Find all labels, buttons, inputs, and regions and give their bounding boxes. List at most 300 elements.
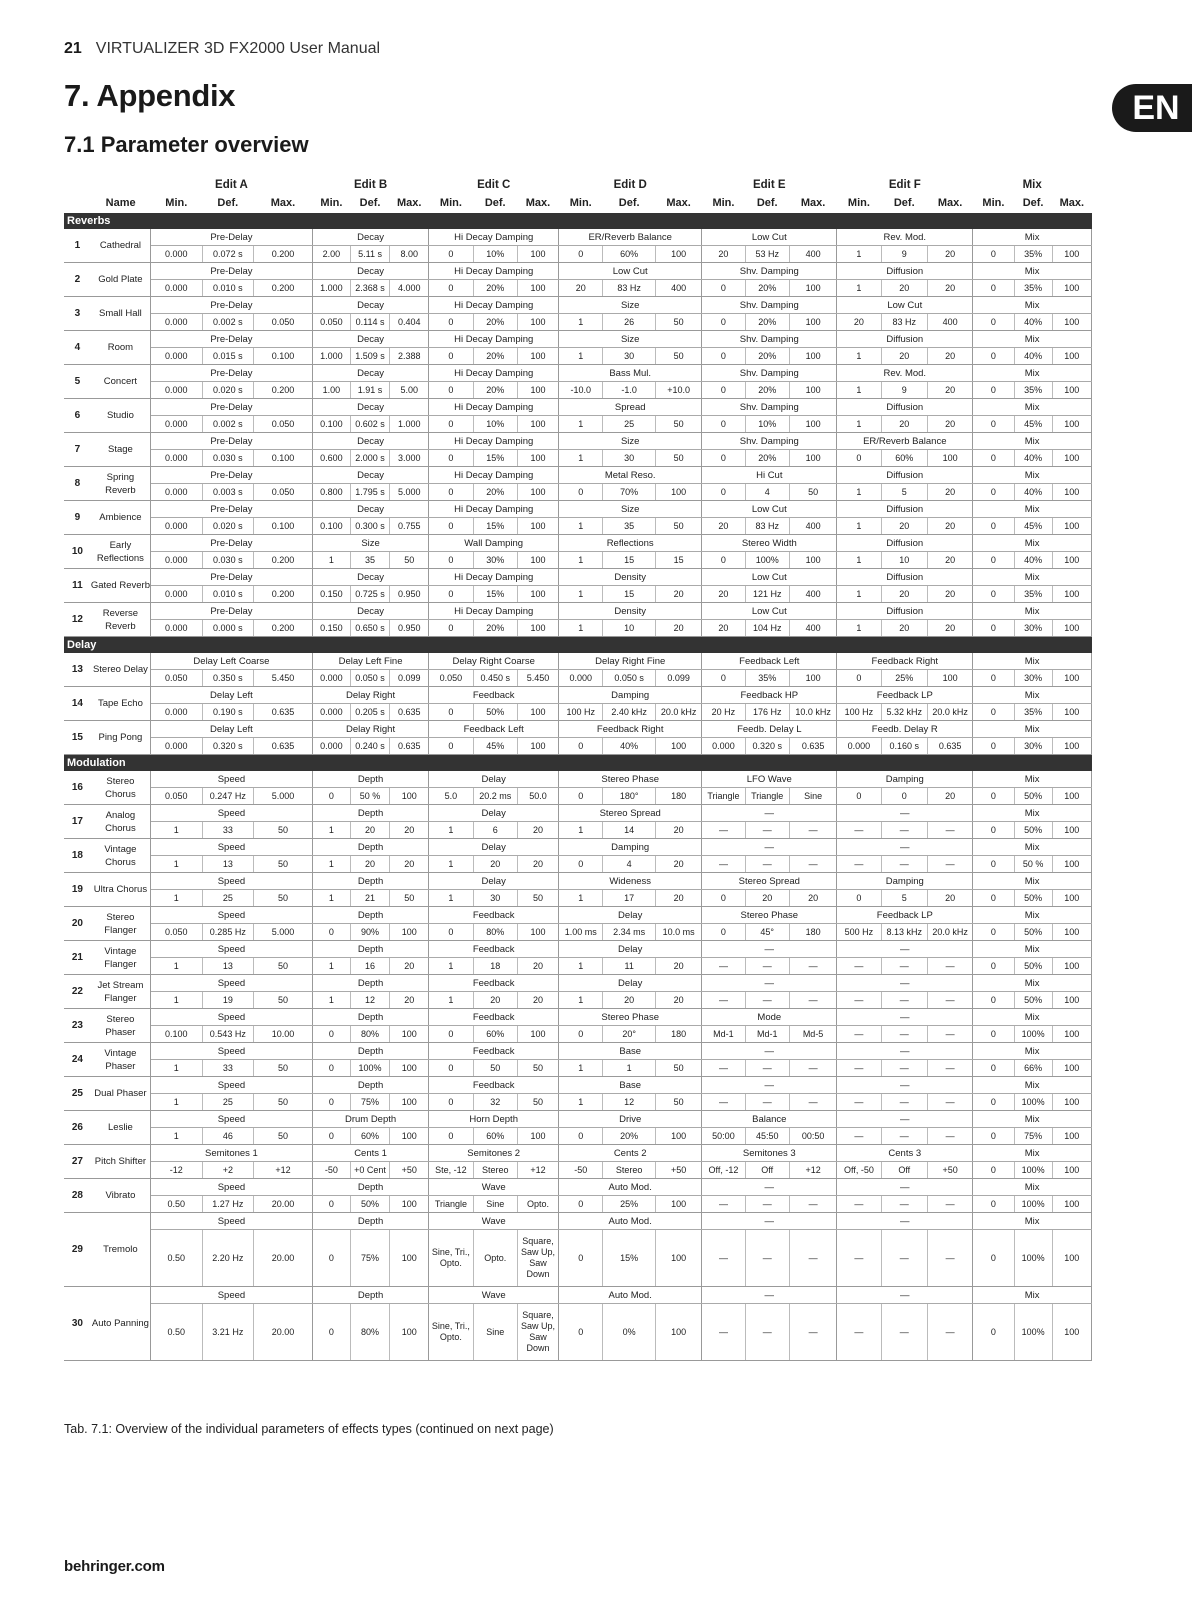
parameter-value: 0.150: [312, 586, 350, 603]
parameter-value: —: [837, 1196, 881, 1213]
parameter-value: 100: [517, 552, 558, 569]
parameter-label: Spread: [559, 399, 702, 416]
parameter-value: 14: [603, 822, 656, 839]
parameter-value: 121 Hz: [745, 586, 789, 603]
parameter-label: Delay Left Coarse: [151, 653, 313, 670]
parameter-label: Depth: [312, 941, 428, 958]
table-row-values: [64, 246, 1092, 263]
parameter-label: Decay: [312, 399, 428, 416]
parameter-value: 5.0: [429, 788, 473, 805]
parameter-value: 0.000: [151, 246, 203, 263]
parameter-label: Delay Left: [151, 687, 313, 704]
parameter-label: Delay Left Fine: [312, 653, 428, 670]
parameter-value: 0.010 s: [202, 280, 254, 297]
parameter-value: —: [745, 1060, 789, 1077]
parameter-label: Decay: [312, 569, 428, 586]
parameter-value: 50: [655, 450, 701, 467]
parameter-value: +0 Cent: [350, 1162, 389, 1179]
effect-number: 16: [64, 771, 91, 805]
parameter-label: Low Cut: [702, 229, 837, 246]
parameter-label: Mix: [973, 771, 1092, 788]
parameter-value: 30: [473, 890, 517, 907]
parameter-value: 75%: [1014, 1128, 1052, 1145]
parameter-value: 100: [1052, 822, 1091, 839]
effect-name: Stereo Chorus: [91, 771, 151, 805]
parameter-label: Auto Mod.: [559, 1287, 702, 1304]
parameter-value: 100: [517, 1026, 558, 1043]
parameter-value: 0.300 s: [350, 518, 389, 535]
parameter-label: Metal Reso.: [559, 467, 702, 484]
parameter-value: 100: [1052, 518, 1091, 535]
parameter-value: 60%: [473, 1026, 517, 1043]
parameter-label: Diffusion: [837, 603, 973, 620]
parameter-value: 0: [702, 484, 745, 501]
parameter-label: Mix: [973, 1145, 1092, 1162]
effect-name: Reverse Reverb: [91, 603, 151, 637]
table-row: [64, 721, 1092, 738]
parameter-value: 0: [973, 1196, 1014, 1213]
page-number: 21: [64, 40, 82, 57]
parameter-value: 0: [559, 1304, 603, 1361]
parameter-label: Hi Decay Damping: [429, 501, 559, 518]
parameter-value: 0.050: [151, 788, 203, 805]
parameter-value: 80%: [350, 1026, 389, 1043]
sub-header: Max.: [525, 196, 551, 209]
parameter-value: 1: [151, 1060, 203, 1077]
parameter-value: —: [881, 822, 927, 839]
parameter-label: Diffusion: [837, 501, 973, 518]
parameter-label: Stereo Phase: [559, 771, 702, 788]
parameter-label: Mix: [973, 535, 1092, 552]
parameter-label: Hi Decay Damping: [429, 365, 559, 382]
parameter-value: 0.072 s: [202, 246, 254, 263]
parameter-value: 33: [202, 1060, 254, 1077]
parameter-value: 10.00: [254, 1026, 313, 1043]
parameter-value: —: [702, 822, 745, 839]
parameter-label: Shv. Damping: [702, 297, 837, 314]
parameter-value: 20°: [603, 1026, 656, 1043]
parameter-value: 2.20 Hz: [202, 1230, 254, 1287]
parameter-label: Depth: [312, 1179, 428, 1196]
parameter-value: 1: [559, 890, 603, 907]
parameter-label: Mix: [973, 263, 1092, 280]
sub-header: Max.: [396, 196, 422, 209]
parameter-value: 1.795 s: [350, 484, 389, 501]
effect-name: Early Reflections: [91, 535, 151, 569]
parameter-value: —: [702, 856, 745, 873]
parameter-value: 1.00 ms: [559, 924, 603, 941]
parameter-value: 6: [473, 822, 517, 839]
parameter-value: 0.000: [151, 382, 203, 399]
parameter-value: 50: [254, 1094, 313, 1111]
parameter-value: 0: [973, 552, 1014, 569]
section-title: Modulation: [64, 755, 1092, 772]
parameter-label: Decay: [312, 467, 428, 484]
parameter-value: Off, -50: [837, 1162, 881, 1179]
table-row: [64, 1145, 1092, 1162]
parameter-value: 0: [312, 1026, 350, 1043]
parameter-value: 20: [702, 620, 745, 637]
parameter-value: -50: [559, 1162, 603, 1179]
parameter-value: Off: [745, 1162, 789, 1179]
parameter-value: 100%: [745, 552, 789, 569]
parameter-label: Hi Decay Damping: [429, 433, 559, 450]
effect-number: 7: [64, 433, 91, 467]
parameter-value: 100: [1052, 670, 1091, 687]
parameter-value: 180°: [603, 788, 656, 805]
parameter-value: 0: [429, 348, 473, 365]
parameter-value: 0.050: [254, 416, 313, 433]
parameter-value: 20%: [473, 280, 517, 297]
parameter-value: 50 %: [350, 788, 389, 805]
parameter-value: 2.000 s: [350, 450, 389, 467]
parameter-value: 20: [927, 552, 972, 569]
parameter-value: 0.100: [254, 348, 313, 365]
parameter-value: 100%: [1014, 1196, 1052, 1213]
parameter-value: 0.020 s: [202, 518, 254, 535]
parameter-value: Sine, Tri., Opto.: [429, 1230, 473, 1287]
table-row-values: [64, 822, 1092, 839]
parameter-value: -1.0: [603, 382, 656, 399]
parameter-value: 100: [1052, 1196, 1091, 1213]
parameter-value: 1: [559, 958, 603, 975]
parameter-label: Depth: [312, 873, 428, 890]
table-row-values: [64, 552, 1092, 569]
sub-header: Def.: [484, 196, 506, 209]
parameter-value: 50: [655, 314, 701, 331]
parameter-value: 400: [789, 586, 836, 603]
parameter-value: 20: [927, 788, 972, 805]
effect-name: Tape Echo: [91, 687, 151, 721]
parameter-value: 0: [312, 1304, 350, 1361]
parameter-value: —: [881, 1230, 927, 1287]
effect-number: 24: [64, 1043, 91, 1077]
parameter-value: 1: [429, 992, 473, 1009]
parameter-value: 1: [559, 450, 603, 467]
effect-name: Auto Panning: [91, 1287, 151, 1361]
parameter-value: 0.050: [312, 314, 350, 331]
parameter-value: 104 Hz: [745, 620, 789, 637]
parameter-label: Rev. Mod.: [837, 229, 973, 246]
parameter-value: —: [745, 822, 789, 839]
parameter-value: 100: [789, 552, 836, 569]
parameter-value: 0: [973, 518, 1014, 535]
parameter-value: 26: [603, 314, 656, 331]
parameter-value: 100: [789, 348, 836, 365]
table-row: [64, 653, 1092, 670]
parameter-value: 50: [655, 416, 701, 433]
language-tab: EN: [1112, 84, 1192, 132]
parameter-label: ER/Reverb Balance: [559, 229, 702, 246]
parameter-value: 0: [312, 1196, 350, 1213]
effect-name: Tremolo: [91, 1213, 151, 1287]
parameter-label: Feedback Right: [837, 653, 973, 670]
parameter-value: 0: [312, 1230, 350, 1287]
parameter-value: 35%: [745, 670, 789, 687]
parameter-value: 50: [517, 1094, 558, 1111]
table-row-values: [64, 382, 1092, 399]
parameter-value: 0.050 s: [350, 670, 389, 687]
parameter-value: 0.725 s: [350, 586, 389, 603]
parameter-label: Delay: [429, 839, 559, 856]
sub-header: Def.: [618, 196, 640, 209]
parameter-value: —: [745, 1094, 789, 1111]
parameter-value: Stereo: [473, 1162, 517, 1179]
parameter-value: 100: [390, 1094, 429, 1111]
parameter-value: 0.050: [151, 924, 203, 941]
parameter-value: 5.000: [254, 788, 313, 805]
parameter-label: Hi Decay Damping: [429, 399, 559, 416]
parameter-value: 1: [429, 822, 473, 839]
parameter-label: Base: [559, 1077, 702, 1094]
group-header-row: [64, 174, 1092, 193]
parameter-value: 100: [927, 670, 972, 687]
parameter-label: Wave: [429, 1179, 559, 1196]
parameter-label: Auto Mod.: [559, 1179, 702, 1196]
parameter-label: Hi Decay Damping: [429, 331, 559, 348]
parameter-value: —: [881, 1060, 927, 1077]
parameter-label: Cents 3: [837, 1145, 973, 1162]
parameter-value: 9: [881, 382, 927, 399]
parameter-value: 100: [517, 246, 558, 263]
parameter-label: Depth: [312, 1043, 428, 1060]
table-row-values: [64, 738, 1092, 755]
group-header: Edit D: [613, 178, 647, 191]
parameter-value: 8.13 kHz: [881, 924, 927, 941]
parameter-label: Decay: [312, 229, 428, 246]
parameter-label: Drum Depth: [312, 1111, 428, 1128]
parameter-label: Shv. Damping: [702, 365, 837, 382]
parameter-label: Speed: [151, 1009, 313, 1026]
parameter-value: —: [881, 992, 927, 1009]
effect-name: Concert: [91, 365, 151, 399]
parameter-label: Density: [559, 603, 702, 620]
parameter-value: 100: [655, 1196, 701, 1213]
parameter-label: Speed: [151, 873, 313, 890]
group-header: Edit B: [353, 178, 388, 191]
parameter-value: 400: [789, 518, 836, 535]
parameter-label: Cents 2: [559, 1145, 702, 1162]
parameter-value: 50: [655, 348, 701, 365]
parameter-value: —: [837, 1060, 881, 1077]
parameter-value: 8.00: [390, 246, 429, 263]
parameter-value: 400: [655, 280, 701, 297]
parameter-value: 1: [559, 348, 603, 365]
parameter-value: 20: [881, 620, 927, 637]
parameter-value: 100: [789, 280, 836, 297]
parameter-value: Opto.: [473, 1230, 517, 1287]
parameter-value: 5: [881, 484, 927, 501]
parameter-value: +50: [927, 1162, 972, 1179]
parameter-label: Delay Left: [151, 721, 313, 738]
parameter-value: 0: [429, 586, 473, 603]
parameter-value: 40%: [1014, 552, 1052, 569]
parameter-value: 20.0 kHz: [655, 704, 701, 721]
parameter-value: —: [789, 1230, 836, 1287]
effect-number: 30: [64, 1287, 91, 1361]
effect-number: 20: [64, 907, 91, 941]
parameter-value: —: [837, 1026, 881, 1043]
parameter-value: 66%: [1014, 1060, 1052, 1077]
parameter-value: 1: [312, 958, 350, 975]
parameter-label: Hi Decay Damping: [429, 297, 559, 314]
effect-number: 2: [64, 263, 91, 297]
parameter-value: —: [837, 1230, 881, 1287]
parameter-value: 50: [254, 958, 313, 975]
parameter-value: 20: [655, 958, 701, 975]
parameter-value: 0.114 s: [350, 314, 389, 331]
parameter-label: —: [837, 839, 973, 856]
parameter-value: 83 Hz: [745, 518, 789, 535]
parameter-value: 0: [429, 1026, 473, 1043]
parameter-value: 00:50: [789, 1128, 836, 1145]
parameter-value: 35%: [1014, 704, 1052, 721]
parameter-value: —: [745, 856, 789, 873]
table-row-values: [64, 348, 1092, 365]
parameter-value: —: [789, 958, 836, 975]
parameter-value: 0.000: [151, 738, 203, 755]
parameter-value: 20.0 kHz: [927, 704, 972, 721]
parameter-value: Md-1: [702, 1026, 745, 1043]
parameter-label: —: [837, 975, 973, 992]
parameter-value: 0.000: [151, 280, 203, 297]
parameter-value: 0.285 Hz: [202, 924, 254, 941]
parameter-value: 35: [350, 552, 389, 569]
parameter-label: Reflections: [559, 535, 702, 552]
effect-name: Room: [91, 331, 151, 365]
parameter-value: 1.000: [390, 416, 429, 433]
parameter-value: 25: [202, 1094, 254, 1111]
parameter-value: 0.200: [254, 552, 313, 569]
effect-name: Stereo Flanger: [91, 907, 151, 941]
table-row: [64, 1009, 1092, 1026]
parameter-value: 20: [745, 890, 789, 907]
parameter-value: —: [881, 1128, 927, 1145]
parameter-value: 0: [973, 484, 1014, 501]
parameter-value: 20: [881, 586, 927, 603]
parameter-label: —: [702, 975, 837, 992]
parameter-value: 100: [1052, 620, 1091, 637]
sub-header: Min.: [982, 196, 1005, 209]
parameter-value: 0.350 s: [202, 670, 254, 687]
parameter-value: 1: [837, 552, 881, 569]
parameter-label: Pre-Delay: [151, 297, 313, 314]
parameter-value: 20: [927, 518, 972, 535]
parameter-value: 100: [789, 314, 836, 331]
table-row-values: [64, 704, 1092, 721]
parameter-value: 1: [151, 992, 203, 1009]
table-row-values: [64, 788, 1092, 805]
parameter-label: —: [837, 1213, 973, 1230]
table-row: [64, 1179, 1092, 1196]
parameter-label: Delay Right: [312, 721, 428, 738]
parameter-value: 15%: [603, 1230, 656, 1287]
parameter-value: 100: [655, 1304, 701, 1361]
parameter-value: 0: [312, 1128, 350, 1145]
parameter-value: 50 %: [1014, 856, 1052, 873]
parameter-label: Mix: [973, 229, 1092, 246]
parameter-value: 50%: [1014, 992, 1052, 1009]
parameter-value: 0: [973, 856, 1014, 873]
parameter-value: 0: [973, 1094, 1014, 1111]
parameter-value: 1: [312, 822, 350, 839]
parameter-value: —: [789, 1094, 836, 1111]
table-row: [64, 603, 1092, 620]
parameter-value: 0: [312, 1060, 350, 1077]
parameter-value: 17: [603, 890, 656, 907]
parameter-value: 20: [881, 416, 927, 433]
table-row: [64, 399, 1092, 416]
parameter-value: 20: [927, 280, 972, 297]
effect-number: 13: [64, 653, 91, 687]
parameter-value: 0.240 s: [350, 738, 389, 755]
parameter-value: 1: [429, 890, 473, 907]
parameter-value: 0.015 s: [202, 348, 254, 365]
effect-number: 19: [64, 873, 91, 907]
parameter-label: Stereo Phase: [702, 907, 837, 924]
table-row-values: [64, 958, 1092, 975]
parameter-value: 0: [312, 788, 350, 805]
parameter-label: Delay: [559, 975, 702, 992]
parameter-value: 1: [559, 822, 603, 839]
parameter-value: 0: [429, 280, 473, 297]
parameter-value: —: [789, 992, 836, 1009]
parameter-label: Delay: [429, 805, 559, 822]
effect-name: Stage: [91, 433, 151, 467]
parameter-value: 0.000: [559, 670, 603, 687]
parameter-value: 0: [973, 1230, 1014, 1287]
parameter-value: 0: [429, 620, 473, 637]
parameter-value: 0.635: [254, 738, 313, 755]
parameter-value: 40%: [603, 738, 656, 755]
effect-name: Ping Pong: [91, 721, 151, 755]
parameter-value: 53 Hz: [745, 246, 789, 263]
parameter-label: Damping: [559, 839, 702, 856]
parameter-value: 0: [973, 738, 1014, 755]
parameter-label: —: [837, 1043, 973, 1060]
table-row: [64, 569, 1092, 586]
parameter-value: 0: [702, 552, 745, 569]
parameter-value: 20.2 ms: [473, 788, 517, 805]
effect-number: 18: [64, 839, 91, 873]
table-row-values: [64, 924, 1092, 941]
table-row: [64, 229, 1092, 246]
parameter-value: 100%: [350, 1060, 389, 1077]
parameter-value: 35%: [1014, 280, 1052, 297]
parameter-value: Opto.: [517, 1196, 558, 1213]
parameter-value: 0: [837, 890, 881, 907]
parameter-value: 100: [390, 1060, 429, 1077]
parameter-value: 30: [603, 450, 656, 467]
parameter-label: Mix: [973, 873, 1092, 890]
parameter-value: +50: [390, 1162, 429, 1179]
parameter-label: Mix: [973, 1213, 1092, 1230]
parameter-value: 1: [559, 620, 603, 637]
parameter-value: 1: [151, 958, 203, 975]
parameter-label: —: [702, 1213, 837, 1230]
parameter-value: 50: [254, 890, 313, 907]
parameter-label: Mix: [973, 687, 1092, 704]
parameter-value: —: [881, 1196, 927, 1213]
sub-header: Def.: [893, 196, 915, 209]
parameter-label: Feedb. Delay L: [702, 721, 837, 738]
table-caption: Tab. 7.1: Overview of the individual parameters of effects types (continued on next page): [64, 1422, 554, 1436]
footer-brand: behringer.com: [64, 1558, 165, 1575]
parameter-value: —: [927, 1060, 972, 1077]
parameter-value: 0.000: [151, 416, 203, 433]
parameter-label: Mix: [973, 365, 1092, 382]
parameter-value: 0.100: [312, 416, 350, 433]
